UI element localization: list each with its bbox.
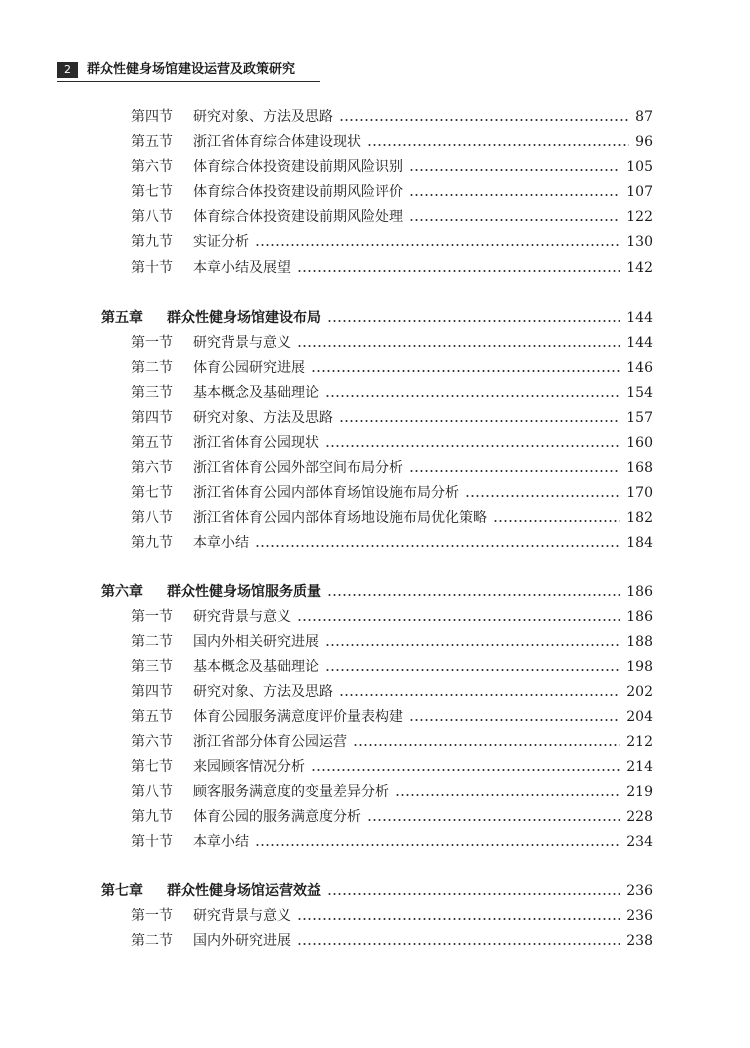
page-reference: 105 bbox=[626, 159, 653, 175]
dot-leader bbox=[367, 144, 629, 146]
running-title: 群众性健身场馆建设运营及政策研究 bbox=[87, 62, 296, 77]
chapter-title: 群众性健身场馆运营效益 bbox=[167, 883, 321, 899]
page-reference: 96 bbox=[635, 134, 653, 150]
dot-leader bbox=[297, 943, 620, 945]
section-title: 本章小结 bbox=[193, 535, 249, 551]
section-title: 研究对象、方法及思路 bbox=[193, 410, 333, 426]
section-title: 体育公园的服务满意度分析 bbox=[193, 809, 361, 825]
toc-section-entry bbox=[0, 156, 750, 178]
page-reference: 202 bbox=[626, 684, 653, 700]
toc-section-entry bbox=[0, 181, 750, 203]
section-number: 第七节 bbox=[131, 485, 173, 501]
section-number: 第七节 bbox=[131, 759, 173, 775]
dot-leader bbox=[297, 270, 620, 272]
dot-leader bbox=[409, 219, 620, 221]
section-title: 研究背景与意义 bbox=[193, 609, 291, 625]
toc-section-entry bbox=[0, 382, 750, 404]
section-title: 浙江省部分体育公园运营 bbox=[193, 734, 347, 750]
chapter-number: 第六章 bbox=[101, 584, 143, 600]
dot-leader bbox=[339, 420, 620, 422]
page-reference: 214 bbox=[626, 759, 653, 775]
toc-section-entry bbox=[0, 206, 750, 228]
dot-leader bbox=[325, 395, 620, 397]
dot-leader bbox=[339, 694, 620, 696]
section-number: 第四节 bbox=[131, 684, 173, 700]
page-reference: 157 bbox=[626, 410, 653, 426]
page-reference: 236 bbox=[626, 908, 653, 924]
dot-leader bbox=[353, 744, 620, 746]
section-number: 第八节 bbox=[131, 510, 173, 526]
section-number: 第四节 bbox=[131, 410, 173, 426]
dot-leader bbox=[327, 594, 620, 596]
page-reference: 144 bbox=[626, 335, 653, 351]
section-number: 第二节 bbox=[131, 634, 173, 650]
section-number: 第七节 bbox=[131, 184, 173, 200]
toc-section-entry bbox=[0, 432, 750, 454]
dot-leader bbox=[327, 893, 620, 895]
dot-leader bbox=[339, 119, 629, 121]
page-reference: 160 bbox=[626, 435, 653, 451]
dot-leader bbox=[297, 345, 620, 347]
toc-section-entry bbox=[0, 706, 750, 728]
section-number: 第五节 bbox=[131, 134, 173, 150]
page-reference: 188 bbox=[626, 634, 653, 650]
page-reference: 238 bbox=[626, 933, 653, 949]
chapter-number: 第五章 bbox=[101, 310, 143, 326]
section-title: 研究背景与意义 bbox=[193, 908, 291, 924]
dot-leader bbox=[255, 244, 620, 246]
section-number: 第六节 bbox=[131, 734, 173, 750]
page-reference: 182 bbox=[626, 510, 653, 526]
dot-leader bbox=[409, 194, 620, 196]
page-reference: 122 bbox=[626, 209, 653, 225]
section-title: 浙江省体育综合体建设现状 bbox=[193, 134, 361, 150]
toc-section-entry bbox=[0, 532, 750, 554]
section-title: 研究对象、方法及思路 bbox=[193, 684, 333, 700]
section-number: 第三节 bbox=[131, 659, 173, 675]
page-reference: 130 bbox=[626, 234, 653, 250]
toc-section-entry bbox=[0, 332, 750, 354]
dot-leader bbox=[311, 370, 620, 372]
section-number: 第九节 bbox=[131, 535, 173, 551]
section-title: 体育综合体投资建设前期风险处理 bbox=[193, 209, 403, 225]
toc-section-entry bbox=[0, 457, 750, 479]
toc-section-entry bbox=[0, 681, 750, 703]
chapter-title: 群众性健身场馆建设布局 bbox=[167, 310, 321, 326]
dot-leader bbox=[325, 445, 620, 447]
page-reference: 198 bbox=[626, 659, 653, 675]
section-title: 浙江省体育公园现状 bbox=[193, 435, 319, 451]
page-reference: 144 bbox=[626, 310, 653, 326]
toc-section-entry bbox=[0, 905, 750, 927]
section-number: 第四节 bbox=[131, 109, 173, 125]
page-reference: 228 bbox=[626, 809, 653, 825]
toc-section-entry bbox=[0, 831, 750, 853]
section-number: 第九节 bbox=[131, 809, 173, 825]
section-title: 体育公园服务满意度评价量表构建 bbox=[193, 709, 403, 725]
toc-section-entry bbox=[0, 507, 750, 529]
page-reference: 146 bbox=[626, 360, 653, 376]
section-title: 本章小结 bbox=[193, 834, 249, 850]
section-title: 国内外相关研究进展 bbox=[193, 634, 319, 650]
section-number: 第二节 bbox=[131, 933, 173, 949]
page-reference: 204 bbox=[626, 709, 653, 725]
dot-leader bbox=[395, 794, 620, 796]
section-title: 浙江省体育公园外部空间布局分析 bbox=[193, 460, 403, 476]
page-number: 2 bbox=[57, 62, 78, 78]
toc-section-entry bbox=[0, 806, 750, 828]
section-number: 第五节 bbox=[131, 435, 173, 451]
dot-leader bbox=[493, 520, 620, 522]
dot-leader bbox=[327, 320, 620, 322]
dot-leader bbox=[297, 918, 620, 920]
section-number: 第十节 bbox=[131, 260, 173, 276]
toc-section-entry bbox=[0, 756, 750, 778]
dot-leader bbox=[409, 470, 620, 472]
page-reference: 219 bbox=[626, 784, 653, 800]
page-reference: 186 bbox=[626, 609, 653, 625]
dot-leader bbox=[465, 495, 620, 497]
dot-leader bbox=[409, 719, 620, 721]
toc-section-entry bbox=[0, 482, 750, 504]
page-reference: 234 bbox=[626, 834, 653, 850]
dot-leader bbox=[409, 169, 620, 171]
section-number: 第三节 bbox=[131, 385, 173, 401]
page-reference: 107 bbox=[626, 184, 653, 200]
page-reference: 168 bbox=[626, 460, 653, 476]
toc-section-entry bbox=[0, 106, 750, 128]
dot-leader bbox=[311, 769, 620, 771]
section-title: 来园顾客情况分析 bbox=[193, 759, 305, 775]
section-number: 第一节 bbox=[131, 609, 173, 625]
section-title: 实证分析 bbox=[193, 234, 249, 250]
section-title: 研究背景与意义 bbox=[193, 335, 291, 351]
toc-section-entry bbox=[0, 631, 750, 653]
section-title: 国内外研究进展 bbox=[193, 933, 291, 949]
dot-leader bbox=[325, 669, 620, 671]
page-reference: 212 bbox=[626, 734, 653, 750]
toc-section-entry bbox=[0, 257, 750, 279]
page-reference: 87 bbox=[635, 109, 653, 125]
section-title: 浙江省体育公园内部体育场地设施布局优化策略 bbox=[193, 510, 487, 526]
section-title: 本章小结及展望 bbox=[193, 260, 291, 276]
section-title: 体育综合体投资建设前期风险评价 bbox=[193, 184, 403, 200]
dot-leader bbox=[297, 619, 620, 621]
section-number: 第八节 bbox=[131, 209, 173, 225]
page-reference: 184 bbox=[626, 535, 653, 551]
page-reference: 236 bbox=[626, 883, 653, 899]
chapter-title: 群众性健身场馆服务质量 bbox=[167, 584, 321, 600]
toc-section-entry bbox=[0, 407, 750, 429]
section-title: 基本概念及基础理论 bbox=[193, 659, 319, 675]
section-number: 第十节 bbox=[131, 834, 173, 850]
section-number: 第二节 bbox=[131, 360, 173, 376]
section-number: 第八节 bbox=[131, 784, 173, 800]
dot-leader bbox=[325, 644, 620, 646]
dot-leader bbox=[255, 844, 620, 846]
toc-section-entry bbox=[0, 930, 750, 952]
section-title: 研究对象、方法及思路 bbox=[193, 109, 333, 125]
toc-chapter-entry bbox=[0, 880, 750, 902]
section-number: 第六节 bbox=[131, 159, 173, 175]
section-title: 浙江省体育公园内部体育场馆设施布局分析 bbox=[193, 485, 459, 501]
section-title: 顾客服务满意度的变量差异分析 bbox=[193, 784, 389, 800]
toc-chapter-entry bbox=[0, 581, 750, 603]
dot-leader bbox=[255, 545, 620, 547]
toc-section-entry bbox=[0, 606, 750, 628]
toc-section-entry bbox=[0, 656, 750, 678]
page-reference: 142 bbox=[626, 260, 653, 276]
page-reference: 154 bbox=[626, 385, 653, 401]
toc-section-entry bbox=[0, 131, 750, 153]
toc-section-entry bbox=[0, 781, 750, 803]
section-title: 体育公园研究进展 bbox=[193, 360, 305, 376]
toc-section-entry bbox=[0, 231, 750, 253]
section-number: 第六节 bbox=[131, 460, 173, 476]
toc-chapter-entry bbox=[0, 307, 750, 329]
section-number: 第九节 bbox=[131, 234, 173, 250]
section-number: 第五节 bbox=[131, 709, 173, 725]
page-reference: 186 bbox=[626, 584, 653, 600]
page-reference: 170 bbox=[626, 485, 653, 501]
section-number: 第一节 bbox=[131, 908, 173, 924]
toc-section-entry bbox=[0, 731, 750, 753]
toc-section-entry bbox=[0, 357, 750, 379]
section-number: 第一节 bbox=[131, 335, 173, 351]
dot-leader bbox=[367, 819, 620, 821]
section-title: 基本概念及基础理论 bbox=[193, 385, 319, 401]
chapter-number: 第七章 bbox=[101, 883, 143, 899]
section-title: 体育综合体投资建设前期风险识别 bbox=[193, 159, 403, 175]
